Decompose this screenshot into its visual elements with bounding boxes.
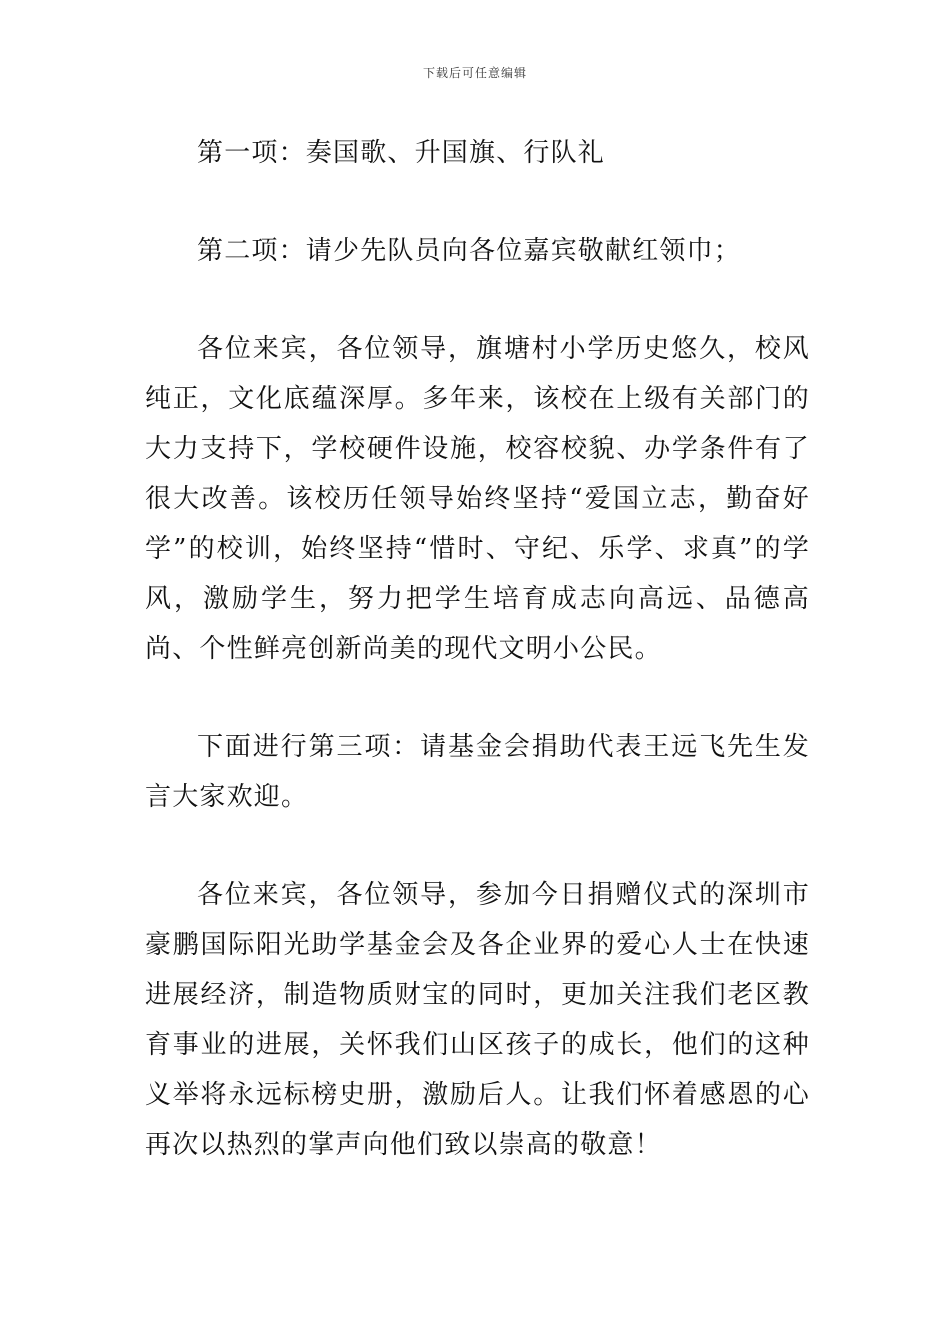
paragraph-item-1: 第一项：奏国歌、升国旗、行队礼: [197, 138, 606, 168]
page-header: 下载后可任意编辑: [422, 66, 527, 80]
paragraph-item-2: 第二项：请少先队员向各位嘉宾敬献红领巾；: [197, 236, 742, 266]
paragraph-school-intro: 各位来宾，各位领导，旗塘村小学历史悠久，校风纯正，文化底蕴深厚。多年来，该校在上级有关部门的大力支持下，学校硬件设施，校容校貌、办学条件有了很大改善。该校历任领导始终坚持“爱国立志，勤奋好学”的校训，始终坚持“惜时、守纪、乐学、求真”的学风，激励学生，努力把学生培育成志向高远、品德高尚、个性鲜亮创新尚美的现代文明小公民。: [145, 334, 810, 664]
paragraph-item-3: 下面进行第三项：请基金会捐助代表王远飞先生发言大家欢迎。: [145, 732, 810, 812]
paragraph-thanks: 各位来宾，各位领导，参加今日捐赠仪式的深圳市豪鹏国际阳光助学基金会及各企业界的爱心人士在快速进展经济，制造物质财宝的同时，更加关注我们老区教育事业的进展，关怀我们山区孩子的成长，他们的这种义举将永远标榜史册，激励后人。让我们怀着感恩的心再次以热烈的掌声向他们致以崇高的敬意！: [145, 880, 810, 1160]
document-body: [145, 128, 810, 1218]
